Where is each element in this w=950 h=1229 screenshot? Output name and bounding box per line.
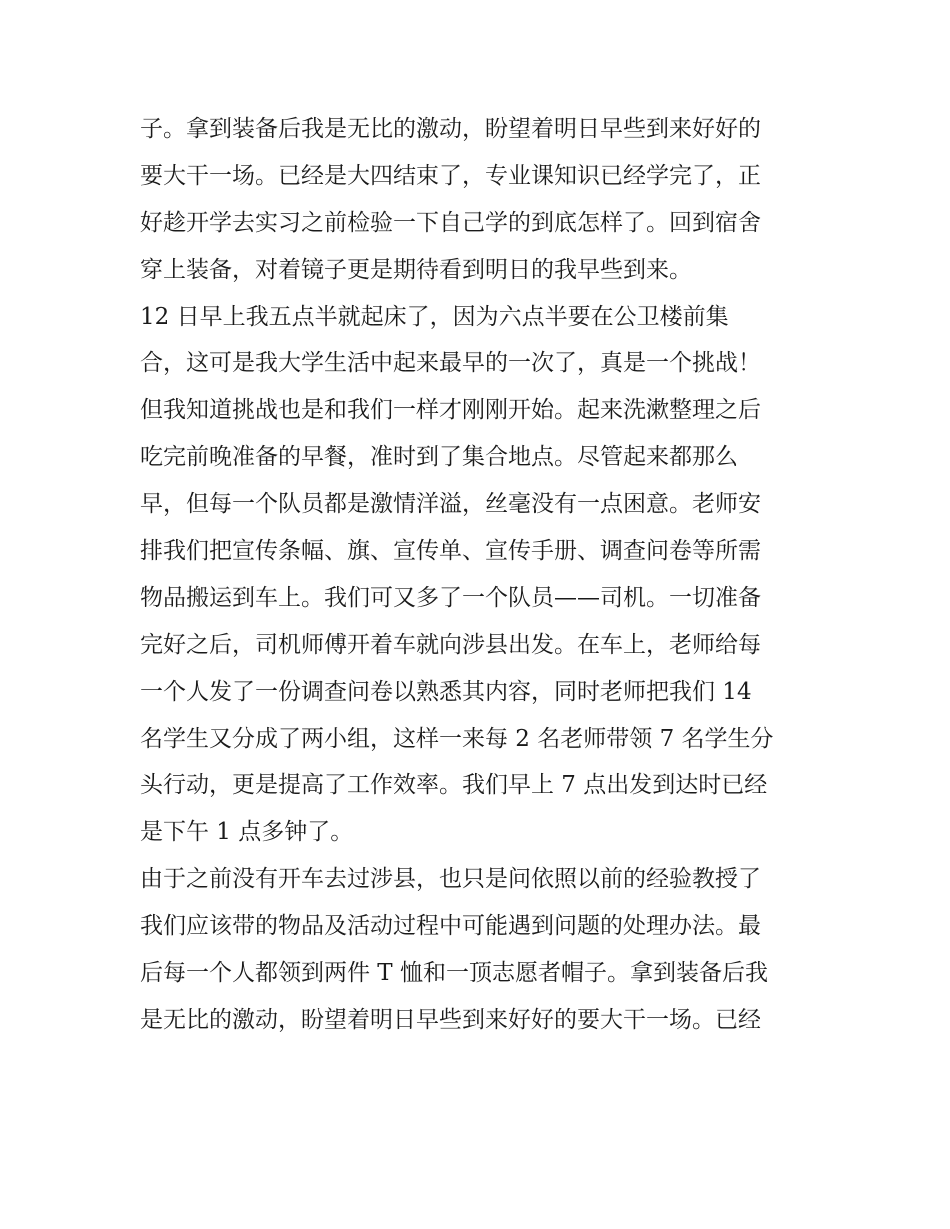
text-line-8: 吃完前晚准备的早餐，准时到了集合地点。尽管起来都那么 xyxy=(140,444,738,471)
text-line-6: 合，这可是我大学生活中起来最早的一次了，真是一个挑战！ xyxy=(140,350,761,377)
text-line-19: 后每一个人都领到两件 T 恤和一顶志愿者帽子。拿到装备后我 xyxy=(140,960,768,987)
text-line-16: 是下午 1 点多钟了。 xyxy=(140,819,354,846)
text-line-4: 穿上装备，对着镜子更是期待看到明日的我早些到来。 xyxy=(140,256,692,283)
text-line-15: 头行动，更是提高了工作效率。我们早上 7 点出发到达时已经 xyxy=(140,772,768,799)
text-line-11: 物品搬运到车上。我们可又多了一个队员——司机。一切准备 xyxy=(140,584,761,611)
text-line-14: 名学生又分成了两小组，这样一来每 2 名老师带领 7 名学生分 xyxy=(140,725,774,752)
text-line-3: 好趁开学去实习之前检验一下自己学的到底怎样了。回到宿舍 xyxy=(140,209,761,236)
text-line-1: 子。拿到装备后我是无比的激动，盼望着明日早些到来好好的 xyxy=(140,116,761,142)
text-line-17: 由于之前没有开车去过涉县，也只是问依照以前的经验教授了 xyxy=(140,866,761,893)
text-line-7: 但我知道挑战也是和我们一样才刚刚开始。起来洗漱整理之后 xyxy=(140,397,761,424)
text-line-2: 要大干一场。已经是大四结束了，专业课知识已经学完了，正 xyxy=(140,162,761,189)
text-line-20: 是无比的激动，盼望着明日早些到来好好的要大干一场。已经 xyxy=(140,1006,761,1033)
document-body-text xyxy=(140,106,820,1044)
text-line-13: 一个人发了一份调查问卷以熟悉其内容，同时老师把我们 14 xyxy=(140,678,752,705)
text-line-10: 排我们把宣传条幅、旗、宣传单、宣传手册、调查问卷等所需 xyxy=(140,538,761,565)
text-line-18: 我们应该带的物品及活动过程中可能遇到问题的处理办法。最 xyxy=(140,913,761,940)
text-line-9: 早，但每一个队员都是激情洋溢，丝毫没有一点困意。老师安 xyxy=(140,491,761,518)
text-line-12: 完好之后，司机师傅开着车就向涉县出发。在车上，老师给每 xyxy=(140,631,761,658)
text-line-5: 12 日早上我五点半就起床了，因为六点半要在公卫楼前集 xyxy=(140,303,729,330)
